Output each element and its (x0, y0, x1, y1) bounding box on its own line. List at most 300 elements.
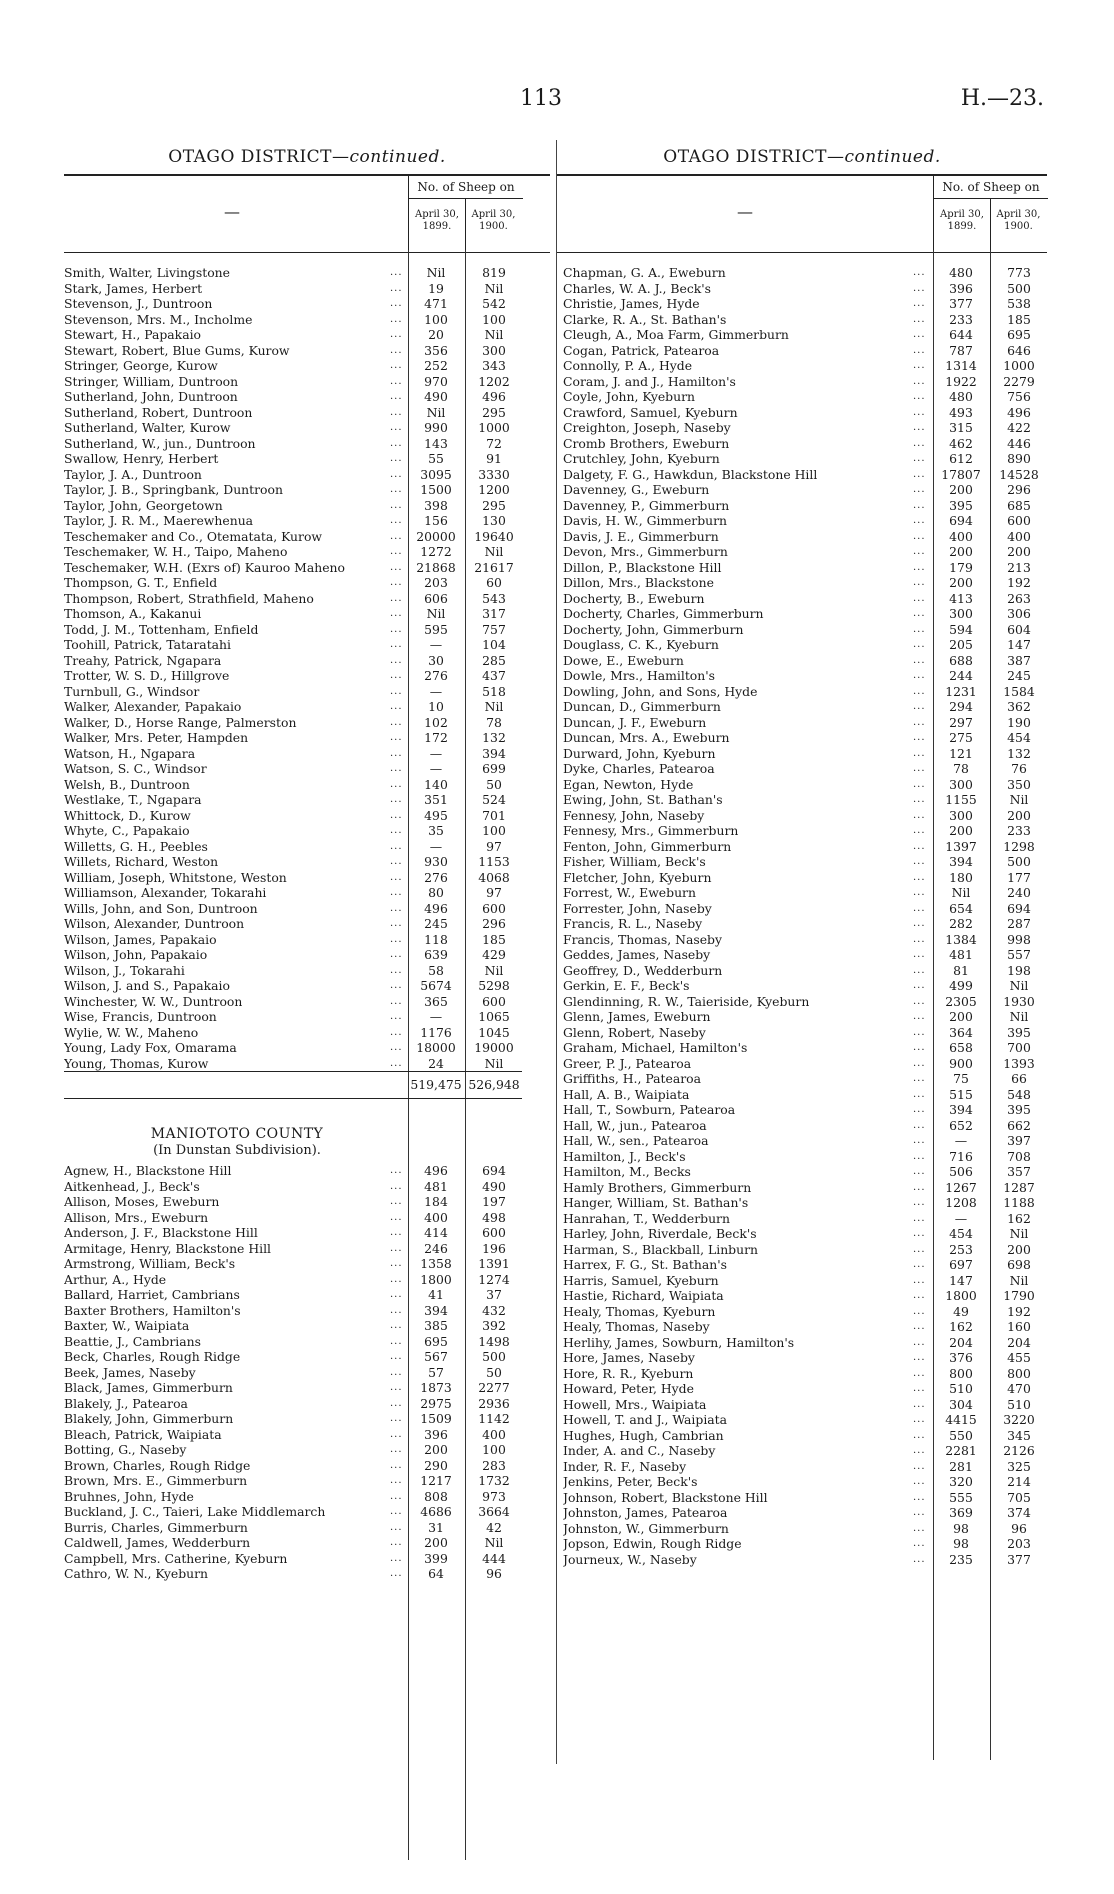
name-column-header: — (224, 202, 240, 221)
sheep-1899: 276 (424, 869, 448, 885)
sheep-1900: Nil (484, 544, 504, 559)
sheep-1899: 376 (949, 1350, 973, 1365)
sheep-1900: 1202 (478, 373, 510, 389)
owner-name: Dowling, John, and Sons, Hyde (563, 683, 758, 699)
sheep-1900: 345 (1007, 1427, 1031, 1443)
leader-dots: ... (390, 344, 403, 356)
table-row (64, 1163, 550, 1179)
sheep-1899: 3095 (420, 466, 452, 482)
sheep-1900: 377 (1007, 1551, 1031, 1567)
leader-dots: ... (390, 422, 403, 433)
leader-dots: ... (913, 763, 926, 774)
table-row (64, 1489, 550, 1505)
sheep-1899: 235 (949, 1551, 973, 1567)
sheep-1899: 58 (428, 962, 444, 978)
leader-dots: ... (913, 1476, 926, 1487)
sheep-1899: 787 (949, 342, 973, 358)
owner-name: Connolly, P. A., Hyde (563, 358, 693, 373)
sheep-1899: 4686 (420, 1504, 452, 1519)
leader-dots: ... (390, 856, 403, 867)
owner-name: Chapman, G. A., Eweburn (563, 265, 726, 280)
sheep-1899: 200 (949, 482, 973, 497)
table-row (557, 451, 1047, 467)
sheep-1899: Nil (426, 265, 446, 280)
maniototo-table-body (64, 1163, 550, 1582)
owner-name: Hamilton, M., Becks (563, 1164, 691, 1179)
leader-dots: ... (390, 1552, 403, 1564)
sheep-1899: 80 (428, 885, 444, 900)
owner-name: Caldwell, James, Wedderburn (64, 1535, 251, 1550)
sheep-1899: 1397 (945, 838, 977, 854)
leader-dots: ... (390, 329, 403, 340)
table-row (64, 1179, 550, 1195)
sheep-1899: 394 (949, 1102, 973, 1117)
table-row (64, 1040, 550, 1056)
table-row (557, 932, 1047, 948)
owner-name: Wylie, W. W., Maheno (64, 1024, 199, 1040)
sheep-1899: 1509 (420, 1411, 452, 1426)
leader-dots: ... (913, 685, 926, 697)
leader-dots: ... (390, 1366, 403, 1378)
owner-name: Stark, James, Herbert (64, 280, 203, 296)
sheep-1900: 104 (482, 637, 506, 652)
owner-name: Francis, Thomas, Naseby (563, 931, 722, 947)
sheep-1900: 185 (1007, 311, 1031, 327)
owner-name: Allison, Mrs., Eweburn (64, 1209, 209, 1225)
leader-dots: ... (913, 840, 926, 852)
owner-name: Young, Lady Fox, Omarama (64, 1040, 237, 1055)
sheep-1899: 297 (949, 714, 973, 730)
sheep-1900: 1584 (1003, 683, 1035, 699)
sheep-1900: 1065 (478, 1009, 510, 1024)
table-row (64, 653, 550, 669)
owner-name: Hall, W., jun., Patearoa (563, 1117, 707, 1133)
leader-dots: ... (390, 794, 403, 805)
leader-dots: ... (913, 825, 926, 836)
table-row (557, 544, 1047, 560)
table-row (557, 1459, 1047, 1475)
table-row (557, 606, 1047, 622)
sheep-1900: 200 (1007, 544, 1031, 559)
total-1899: 519,475 (410, 1077, 462, 1092)
sheep-1900: 1200 (478, 482, 510, 497)
table-row (64, 420, 550, 436)
table-row (64, 1241, 550, 1257)
sheep-1899: 57 (428, 1364, 444, 1380)
owner-name: Hore, R. R., Kyeburn (563, 1365, 694, 1381)
leader-dots: ... (390, 1196, 403, 1207)
sheep-1899: 78 (953, 761, 969, 776)
sheep-1900: 998 (1007, 931, 1031, 947)
sheep-1900: 203 (1007, 1536, 1031, 1551)
sheep-1900: 2279 (1003, 373, 1035, 389)
sheep-1900: 42 (486, 1519, 502, 1535)
owner-name: Wilson, J., Tokarahi (64, 962, 185, 978)
table-row (64, 374, 550, 390)
sheep-1899: 1384 (945, 931, 977, 947)
col-1900-header: April 30, 1900. (465, 199, 521, 252)
sheep-1900: 162 (1007, 1210, 1031, 1226)
leader-dots: ... (913, 1243, 926, 1255)
sheep-1900: 132 (482, 730, 506, 745)
sheep-1900: 455 (1007, 1350, 1031, 1365)
leader-dots: ... (913, 1150, 926, 1162)
leader-dots: ... (390, 949, 403, 960)
sheep-1900: 432 (482, 1302, 506, 1318)
sheep-1900: 444 (482, 1550, 506, 1566)
table-row (557, 994, 1047, 1010)
leader-dots: ... (913, 592, 926, 604)
sheep-1899: 395 (949, 497, 973, 513)
sheep-1899: 1267 (945, 1179, 977, 1195)
table-row (557, 1180, 1047, 1196)
sheep-1900: 685 (1007, 497, 1031, 513)
leader-dots: ... (913, 1429, 926, 1441)
owner-name: Fletcher, John, Kyeburn (563, 869, 712, 885)
owner-name: Dowe, E., Eweburn (563, 652, 684, 668)
table-row (64, 1225, 550, 1241)
owner-name: Johnston, James, Patearoa (563, 1505, 728, 1520)
table-row (64, 1504, 550, 1520)
table-row (557, 1273, 1047, 1289)
table-row (64, 1272, 550, 1288)
sheep-1899: 98 (953, 1536, 969, 1551)
sheep-1899: 2975 (420, 1395, 452, 1411)
table-row (557, 358, 1047, 374)
owner-name: Fenton, John, Gimmerburn (563, 838, 732, 854)
sheep-1899: 253 (949, 1241, 973, 1257)
sheep-1899: 200 (949, 823, 973, 838)
table-row (557, 1164, 1047, 1180)
section-title: MANIOTOTO COUNTY (150, 1126, 324, 1142)
sheep-1899: 1217 (420, 1473, 452, 1488)
table-row (64, 1411, 550, 1427)
sheep-1900: 500 (1007, 854, 1031, 869)
table-row (557, 1087, 1047, 1103)
sheep-1899: 400 (424, 1209, 448, 1225)
leader-dots: ... (913, 902, 926, 914)
table-row (557, 1009, 1047, 1025)
sheep-1899: 1358 (420, 1256, 452, 1271)
leader-dots: ... (913, 608, 926, 619)
sheep-1899: 5674 (420, 978, 452, 993)
sheep-1900: 392 (482, 1318, 506, 1333)
sheep-1899: 55 (428, 451, 444, 466)
sheep-1899: 315 (949, 420, 973, 435)
leader-dots: ... (390, 1289, 403, 1300)
table-row (557, 1133, 1047, 1149)
table-row (557, 1118, 1047, 1134)
leader-dots: ... (390, 1057, 403, 1069)
table-row (64, 1427, 550, 1443)
sheep-1899: 81 (953, 962, 969, 978)
table-row (557, 668, 1047, 684)
leader-dots: ... (390, 825, 403, 836)
sheep-1899: 203 (424, 575, 448, 590)
sheep-1900: 4068 (478, 869, 510, 885)
sheep-1900: 422 (1007, 420, 1031, 435)
owner-name: Thompson, G. T., Enfield (64, 575, 218, 590)
left-column-title (64, 140, 550, 174)
sheep-1899: 396 (424, 1426, 448, 1442)
sheep-1899: 493 (949, 404, 973, 420)
sheep-1900: 50 (486, 776, 502, 792)
table-row (64, 482, 550, 498)
leader-dots: ... (913, 794, 926, 805)
table-row (64, 885, 550, 901)
leader-dots: ... (913, 1445, 926, 1456)
sheep-1900: 130 (482, 513, 506, 528)
sheep-1899: 300 (949, 606, 973, 621)
sheep-1900: 470 (1007, 1381, 1031, 1396)
table-row (64, 1194, 550, 1210)
leader-dots: ... (390, 1382, 403, 1393)
leader-dots: ... (390, 1180, 403, 1192)
col-1899-header: April 30, 1899. (940, 209, 984, 232)
owner-name: Thomson, A., Kakanui (64, 606, 202, 621)
sheep-1899: 800 (949, 1365, 973, 1381)
leader-dots: ... (913, 1398, 926, 1410)
sheep-1899: 930 (424, 854, 448, 869)
owner-name: Aitkenhead, J., Beck's (64, 1178, 200, 1194)
table-row (64, 281, 550, 297)
sheep-1900: 1298 (1003, 838, 1035, 854)
table-row (64, 606, 550, 622)
sheep-1899: 19 (428, 280, 444, 296)
sheep-1899: 24 (428, 1055, 444, 1071)
owner-name: Teschemaker, W. H., Taipo, Maheno (64, 544, 288, 559)
sheep-1900: Nil (484, 1535, 504, 1550)
leader-dots: ... (390, 887, 403, 898)
sheep-1900: 518 (482, 683, 506, 699)
table-row (557, 405, 1047, 421)
leader-dots: ... (390, 1320, 403, 1331)
owner-name: Cromb Brothers, Eweburn (563, 435, 730, 451)
leader-dots: ... (390, 995, 403, 1007)
sheep-1899: 377 (949, 296, 973, 311)
sheep-1900: 76 (1011, 761, 1027, 776)
table-row (64, 343, 550, 359)
leader-dots: ... (390, 1444, 403, 1455)
sheep-1900: 429 (482, 947, 506, 962)
owner-name: Stevenson, J., Duntroon (64, 296, 213, 311)
sheep-1900: 394 (482, 745, 506, 761)
leader-dots: ... (913, 1057, 926, 1069)
table-row (557, 730, 1047, 746)
leader-dots: ... (390, 453, 403, 464)
leader-dots: ... (913, 1212, 926, 1224)
leader-dots: ... (913, 422, 926, 433)
owner-name: Harman, S., Blackball, Linburn (563, 1241, 758, 1257)
table-row (557, 575, 1047, 591)
table-row (64, 1365, 550, 1381)
leader-dots: ... (390, 515, 403, 526)
table-row (557, 374, 1047, 390)
table-row (557, 1350, 1047, 1366)
table-row (557, 436, 1047, 452)
leader-dots: ... (390, 1011, 403, 1022)
owner-name: Anderson, J. F., Blackstone Hill (64, 1225, 258, 1240)
owner-name: Brown, Mrs. E., Gimmerburn (64, 1473, 248, 1488)
leader-dots: ... (913, 468, 926, 480)
table-row (557, 482, 1047, 498)
owner-name: Geddes, James, Naseby (563, 947, 711, 962)
owner-name: Duncan, Mrs. A., Eweburn (563, 730, 730, 745)
table-row (64, 1473, 550, 1489)
leader-dots: ... (390, 577, 403, 588)
owner-name: Glenn, Robert, Naseby (563, 1024, 706, 1040)
owner-name: Allison, Moses, Eweburn (64, 1194, 220, 1209)
owner-name: Baxter, W., Waipiata (64, 1318, 190, 1333)
leader-dots: ... (913, 1336, 926, 1348)
table-row (64, 808, 550, 824)
sheep-1899: 100 (424, 311, 448, 327)
owner-name: Fennesy, John, Naseby (563, 807, 705, 823)
sheep-1899: 98 (953, 1520, 969, 1536)
leader-dots: ... (913, 670, 926, 681)
leader-dots: ... (913, 1026, 926, 1038)
sheep-1900: 197 (482, 1194, 506, 1209)
owner-name: Hughes, Hugh, Cambrian (563, 1427, 724, 1443)
sheep-1900: 510 (1007, 1396, 1031, 1412)
table-row (557, 265, 1047, 281)
owner-name: Agnew, H., Blackstone Hill (64, 1163, 232, 1178)
leader-dots: ... (913, 1228, 926, 1239)
sheep-1899: 245 (424, 916, 448, 931)
sheep-1900: 496 (482, 389, 506, 404)
leader-dots: ... (390, 654, 403, 666)
table-row (64, 358, 550, 374)
sheep-1899: 652 (949, 1117, 973, 1133)
table-row (557, 947, 1047, 963)
leader-dots: ... (913, 1460, 926, 1472)
sheep-1900: 300 (482, 342, 506, 358)
sheep-1900: 296 (482, 916, 506, 931)
leader-dots: ... (913, 453, 926, 464)
sheep-1900: 72 (486, 435, 502, 451)
sheep-1900: Nil (484, 280, 504, 296)
owner-name: Inder, R. F., Naseby (563, 1458, 687, 1474)
owner-name: Hastie, Richard, Waipiata (563, 1288, 724, 1303)
table-row (557, 1149, 1047, 1165)
table-row (557, 699, 1047, 715)
sheep-1900: 600 (1007, 513, 1031, 528)
table-row (64, 792, 550, 808)
table-row (64, 978, 550, 994)
table-row (64, 854, 550, 870)
sheep-1900: 19000 (474, 1040, 514, 1055)
sheep-1899: 716 (949, 1148, 973, 1164)
table-row (64, 932, 550, 948)
owner-name: Crutchley, John, Kyeburn (563, 451, 720, 466)
left-table-header (64, 174, 550, 253)
owner-name: Walker, Alexander, Papakaio (64, 699, 242, 714)
sheep-1900: 705 (1007, 1489, 1031, 1505)
sheep-1899: 31 (428, 1519, 444, 1535)
table-row (557, 1521, 1047, 1537)
sheep-1900: 699 (482, 761, 506, 776)
leader-dots: ... (913, 1352, 926, 1363)
table-row (64, 1256, 550, 1272)
owner-name: Clarke, R. A., St. Bathan's (563, 311, 727, 327)
sheep-1899: 244 (949, 668, 973, 683)
owner-name: Howell, Mrs., Waipiata (563, 1396, 707, 1412)
sheep-1900: 662 (1007, 1117, 1031, 1133)
owner-name: Todd, J. M., Tottenham, Enfield (64, 621, 259, 637)
sheep-1900: 557 (1007, 947, 1031, 962)
owner-name: Christie, James, Hyde (563, 296, 700, 311)
sheep-1900: 317 (482, 606, 506, 621)
leader-dots: ... (913, 1181, 926, 1193)
owner-name: Wills, John, and Son, Duntroon (64, 900, 258, 916)
leader-dots: ... (390, 561, 403, 573)
sheep-1900: 890 (1007, 451, 1031, 466)
leader-dots: ... (913, 1507, 926, 1518)
table-row (64, 823, 550, 839)
sheep-1900: 773 (1007, 265, 1031, 280)
leader-dots: ... (390, 298, 403, 309)
sheep-1899: 2281 (945, 1443, 977, 1458)
sheep-1900: 498 (482, 1209, 506, 1225)
owner-name: Campbell, Mrs. Catherine, Kyeburn (64, 1550, 288, 1566)
leader-dots: ... (913, 344, 926, 356)
sheep-1899: 35 (428, 823, 444, 838)
sheep-1900: 600 (482, 1225, 506, 1240)
sheep-1899: 1500 (420, 482, 452, 497)
owner-name: Creighton, Joseph, Naseby (563, 420, 731, 435)
right-column-title (557, 140, 1047, 174)
leader-dots: ... (390, 437, 403, 449)
owner-name: Teschemaker and Co., Otematata, Kurow (64, 528, 323, 544)
leader-dots: ... (390, 608, 403, 619)
owner-name: Davenney, P., Gimmerburn (563, 497, 730, 513)
sheep-1900: 694 (1007, 900, 1031, 916)
sheep-1900: 325 (1007, 1458, 1031, 1474)
totals-row (64, 1071, 522, 1099)
right-column (556, 140, 1047, 1764)
owner-name: Bleach, Patrick, Waipiata (64, 1426, 222, 1442)
owner-name: Beattie, J., Cambrians (64, 1333, 201, 1349)
sheep-1899: 10 (428, 699, 444, 714)
sheep-1900: 214 (1007, 1474, 1031, 1489)
leader-dots: ... (913, 701, 926, 712)
leader-dots: ... (390, 468, 403, 480)
table-row (557, 467, 1047, 483)
sheep-1899: 1176 (420, 1024, 452, 1040)
table-row (557, 1366, 1047, 1382)
sheep-1899: 515 (949, 1086, 973, 1102)
owner-name: Winchester, W. W., Duntroon (64, 993, 243, 1009)
sheep-1900: 600 (482, 993, 506, 1009)
owner-name: Botting, G., Naseby (64, 1442, 187, 1457)
table-row (557, 591, 1047, 607)
left-column (64, 140, 550, 1582)
owner-name: Duncan, J. F., Eweburn (563, 714, 707, 730)
sheep-1900: 362 (1007, 699, 1031, 714)
sheep-1900: Nil (1009, 792, 1029, 807)
sheep-1900: 200 (1007, 807, 1031, 823)
table-row (557, 327, 1047, 343)
leader-dots: ... (390, 809, 403, 821)
table-row (64, 529, 550, 545)
sheep-1900: 233 (1007, 823, 1031, 838)
owner-name: Harris, Samuel, Kyeburn (563, 1272, 719, 1288)
sheep-1900: 374 (1007, 1505, 1031, 1520)
leader-dots: ... (913, 809, 926, 821)
leader-dots: ... (390, 1397, 403, 1409)
sheep-1900: 3664 (478, 1504, 510, 1519)
leader-dots: ... (390, 1026, 403, 1038)
